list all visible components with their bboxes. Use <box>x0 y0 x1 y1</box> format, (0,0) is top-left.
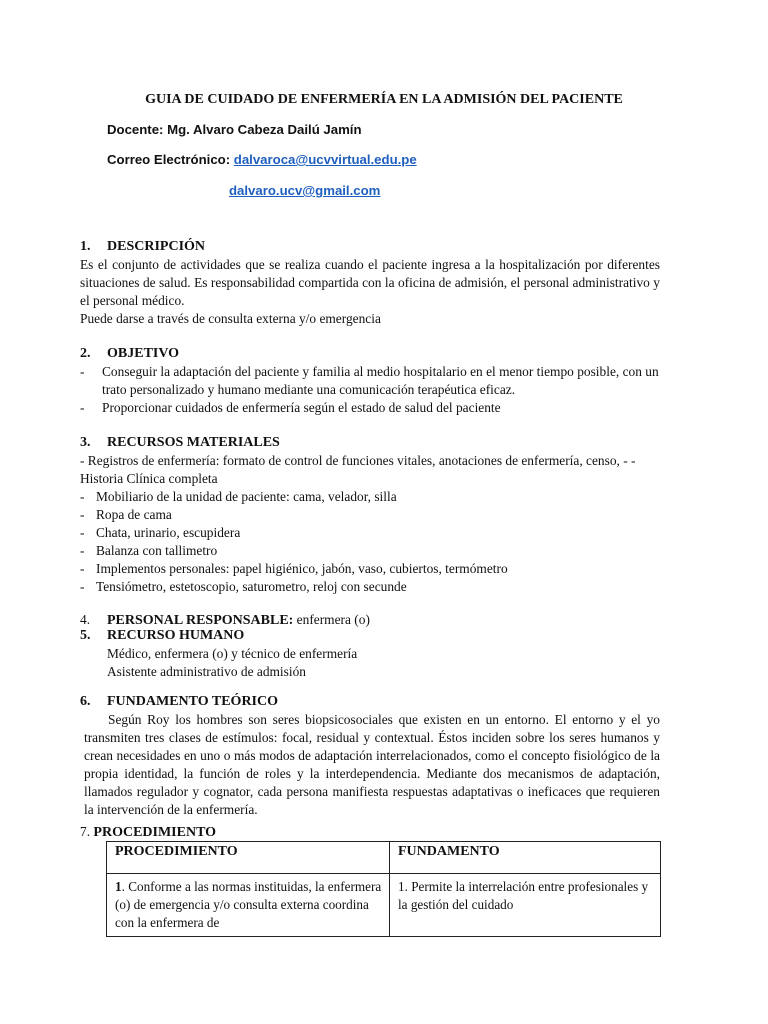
section-heading <box>80 345 660 363</box>
section-descripcion <box>80 238 660 328</box>
list-item-text: Conseguir la adaptación del paciente y familia al medio hospitalario en el menor tiempo posible, con un trato personalizado y humano mediante una comunicación terapéutica eficaz. <box>102 364 659 397</box>
section-heading <box>80 823 660 842</box>
list-item: - Mobiliario de la unidad de paciente: cama, velador, silla <box>80 489 397 504</box>
section-heading-text: RECURSO HUMANO <box>107 628 245 643</box>
section-number: 3. <box>80 435 91 450</box>
list-item-text: Implementos personales: papel higiénico, jabón, vaso, cubiertos, termómetro <box>96 561 508 576</box>
list-item-text: Tensiómetro, estetoscopio, saturometro, reloj con secunde <box>96 579 407 594</box>
recurso-humano-line: Médico, enfermera (o) y técnico de enfermería <box>107 646 358 661</box>
section-number: 1. <box>80 239 91 254</box>
list-item: - Tensiómetro, estetoscopio, saturometro, reloj con secunde <box>80 579 407 594</box>
section-heading-text: OBJETIVO <box>107 346 180 361</box>
procedure-table <box>106 841 661 937</box>
recursos-first-line-cont: Historia Clínica completa <box>80 471 218 486</box>
correo-label: Correo Electrónico: <box>107 152 234 167</box>
section-number: 5. <box>80 628 91 643</box>
recurso-humano-line: Asistente administrativo de admisión <box>107 664 306 679</box>
section-fundamento <box>80 693 660 819</box>
section-heading-text: RECURSOS MATERIALES <box>107 435 280 450</box>
section-heading-text: FUNDAMENTO TEÓRICO <box>107 694 279 709</box>
list-item: - Conseguir la adaptación del paciente y familia al medio hospitalario en el menor tiempo posible, con un trato personalizado y humano mediante una comunicación terapéutica eficaz. <box>80 364 659 397</box>
section-heading-text: PERSONAL RESPONSABLE: <box>107 613 294 628</box>
descripcion-paragraph: Es el conjunto de actividades que se realiza cuando el paciente ingresa a la hospitalización por diferentes situaciones de salud. Es responsabilidad compartida con la oficina de admisión, el personal administrativo y el personal médico. <box>80 257 660 308</box>
docente-line: Docente: Mg. Alvaro Cabeza Dailú Jamín <box>107 122 362 137</box>
list-item-text: Balanza con tallimetro <box>96 543 218 558</box>
table-header-procedimiento: PROCEDIMIENTO <box>107 842 390 874</box>
section-heading <box>80 434 670 452</box>
section-objetivo <box>80 345 660 417</box>
list-item: - Balanza con tallimetro <box>80 543 218 558</box>
section-procedimiento <box>80 823 660 842</box>
list-item-text: Proporcionar cuidados de enfermería según el estado de salud del paciente <box>102 400 501 415</box>
correo-line <box>107 151 417 169</box>
section-heading <box>80 627 660 645</box>
section-heading <box>80 693 660 711</box>
section-recursos <box>80 434 670 596</box>
list-item: - Implementos personales: papel higiénico, jabón, vaso, cubiertos, termómetro <box>80 561 508 576</box>
section-number: 6. <box>80 694 91 709</box>
section-number: 7. <box>80 824 91 839</box>
section-recurso-humano <box>80 627 660 681</box>
list-item: - Ropa de cama <box>80 507 172 522</box>
list-item-text: Chata, urinario, escupidera <box>96 525 241 540</box>
list-item: - Proporcionar cuidados de enfermería según el estado de salud del paciente <box>80 400 501 415</box>
section-number: 2. <box>80 346 91 361</box>
document-title: GUIA DE CUIDADO DE ENFERMERÍA EN LA ADMISIÓN DEL PACIENTE <box>145 92 623 107</box>
row-number: 1 <box>115 879 122 894</box>
section-heading <box>80 238 660 256</box>
email-link-gmail[interactable]: dalvaro.ucv@gmail.com <box>229 183 381 198</box>
recursos-first-line: - Registros de enfermería: formato de control de funciones vitales, anotaciones de enfermería, censo, - - <box>80 453 636 468</box>
list-item-text: Ropa de cama <box>96 507 172 522</box>
table-header-row <box>107 842 661 874</box>
personal-text: enfermera (o) <box>293 612 370 627</box>
table-header-fundamento: FUNDAMENTO <box>390 842 661 874</box>
fundamento-paragraph: Según Roy los hombres son seres biopsicosociales que existen en un entorno. El entorno y el yo transmiten tres clases de estímulos: focal, residual y contextual. Éstos inciden sobre los seres humanos y crean necesidades en uno o más modos de adaptación interrelacionados, como el concepto fisiológico de la propia identidad, la función de roles y la interdependencia. Mediante dos mecanismos de adaptación, llamados regulador y cognator, cada persona manifiesta respuestas adaptativas o ineficaces que requieren la intervención de la enfermería. <box>84 712 660 817</box>
table-cell-fundamento: 1. Permite la interrelación entre profesionales y la gestión del cuidado <box>390 874 661 937</box>
section-number: 4. <box>80 612 91 627</box>
list-item: - Chata, urinario, escupidera <box>80 525 241 540</box>
section-heading-text: PROCEDIMIENTO <box>93 825 217 840</box>
section-heading-text: DESCRIPCIÓN <box>107 239 206 254</box>
table-cell-procedimiento <box>107 874 390 937</box>
list-item-text: Mobiliario de la unidad de paciente: cama, velador, silla <box>96 489 397 504</box>
email-link-ucv[interactable]: dalvaroca@ucvvirtual.edu.pe <box>233 152 417 167</box>
row-text: . Conforme a las normas instituidas, la enfermera (o) de emergencia y/o consulta externa coordina con la enfermera de <box>115 879 382 930</box>
table-row <box>107 874 661 937</box>
descripcion-paragraph-2: Puede darse a través de consulta externa y/o emergencia <box>80 311 381 326</box>
